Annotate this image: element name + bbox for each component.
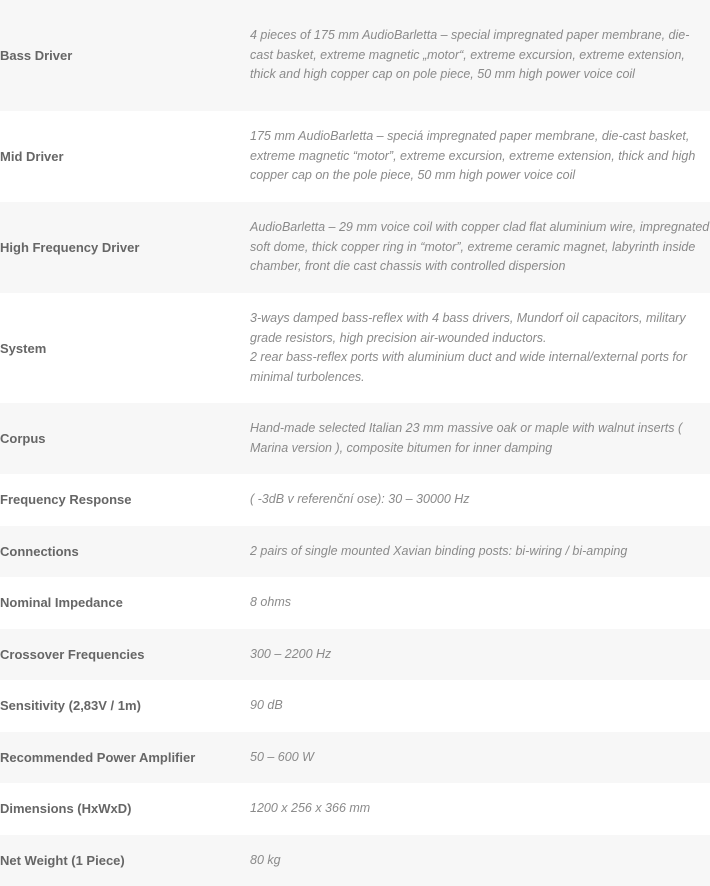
spec-value-text: 90 dB bbox=[250, 696, 710, 716]
spec-label: Frequency Response bbox=[0, 474, 250, 526]
spec-row-recommended-power-amplifier bbox=[0, 732, 710, 784]
spec-value bbox=[250, 111, 710, 202]
spec-value-text: 3-ways damped bass-reflex with 4 bass drivers, Mundorf oil capacitors, military grade resistors, high precision air-wounded inductors. bbox=[250, 309, 710, 348]
spec-row-bass-driver bbox=[0, 0, 710, 111]
spec-label: Bass Driver bbox=[0, 0, 250, 111]
spec-value-text: 8 ohms bbox=[250, 593, 710, 613]
spec-value-text: 4 pieces of 175 mm AudioBarletta – special impregnated paper membrane, die-cast basket, extreme magnetic „motor“, extreme excursion, extreme extension, thick and high copper cap on pole piece, 50 mm high power voice coil bbox=[250, 26, 710, 85]
spec-value bbox=[250, 293, 710, 403]
spec-label: Connections bbox=[0, 526, 250, 578]
spec-value bbox=[250, 680, 710, 732]
spec-value-text: 2 pairs of single mounted Xavian binding posts: bi-wiring / bi-amping bbox=[250, 542, 710, 562]
spec-label: High Frequency Driver bbox=[0, 202, 250, 293]
spec-value bbox=[250, 474, 710, 526]
spec-value-text: 300 – 2200 Hz bbox=[250, 645, 710, 665]
spec-label: Corpus bbox=[0, 403, 250, 474]
spec-row-nominal-impedance bbox=[0, 577, 710, 629]
spec-row-high-frequency-driver bbox=[0, 202, 710, 293]
spec-row-dimensions bbox=[0, 783, 710, 835]
spec-value-text: 50 – 600 W bbox=[250, 748, 710, 768]
spec-row-crossover-frequencies bbox=[0, 629, 710, 681]
spec-row-mid-driver bbox=[0, 111, 710, 202]
spec-label: Mid Driver bbox=[0, 111, 250, 202]
spec-value bbox=[250, 629, 710, 681]
spec-label: Sensitivity (2,83V / 1m) bbox=[0, 680, 250, 732]
spec-value-text: Hand-made selected Italian 23 mm massive oak or maple with walnut inserts ( Marina version ), composite bitumen for inner damping bbox=[250, 419, 710, 458]
spec-value bbox=[250, 403, 710, 474]
spec-value-text: ( -3dB v referenční ose): 30 – 30000 Hz bbox=[250, 490, 710, 510]
spec-label: Net Weight (1 Piece) bbox=[0, 835, 250, 886]
spec-value bbox=[250, 577, 710, 629]
spec-row-sensitivity bbox=[0, 680, 710, 732]
spec-value bbox=[250, 202, 710, 293]
spec-value bbox=[250, 835, 710, 886]
spec-row-connections bbox=[0, 526, 710, 578]
spec-label: System bbox=[0, 293, 250, 403]
spec-row-net-weight bbox=[0, 835, 710, 886]
spec-label: Recommended Power Amplifier bbox=[0, 732, 250, 784]
spec-value bbox=[250, 783, 710, 835]
spec-label: Nominal Impedance bbox=[0, 577, 250, 629]
spec-row-frequency-response bbox=[0, 474, 710, 526]
spec-value bbox=[250, 732, 710, 784]
spec-value-text: 1200 x 256 x 366 mm bbox=[250, 799, 710, 819]
spec-value-text: 2 rear bass-reflex ports with aluminium duct and wide internal/external ports for minimal turbolences. bbox=[250, 348, 710, 387]
spec-value-text: 175 mm AudioBarletta – speciá impregnated paper membrane, die-cast basket, extreme magnetic “motor”, extreme excursion, extreme extension, thick and high copper cap on the pole piece, 50 mm high power voice coil bbox=[250, 127, 710, 186]
spec-label: Dimensions (HxWxD) bbox=[0, 783, 250, 835]
spec-value-text: AudioBarletta – 29 mm voice coil with copper clad flat aluminium wire, impregnated soft dome, thick copper ring in “motor”, extreme ceramic magnet, labyrinth inside chamber, front die cast chassis with controlled dispersion bbox=[250, 218, 710, 277]
spec-value bbox=[250, 0, 710, 111]
spec-label: Crossover Frequencies bbox=[0, 629, 250, 681]
spec-row-corpus bbox=[0, 403, 710, 474]
spec-row-system bbox=[0, 293, 710, 403]
spec-value bbox=[250, 526, 710, 578]
spec-value-text: 80 kg bbox=[250, 851, 710, 871]
